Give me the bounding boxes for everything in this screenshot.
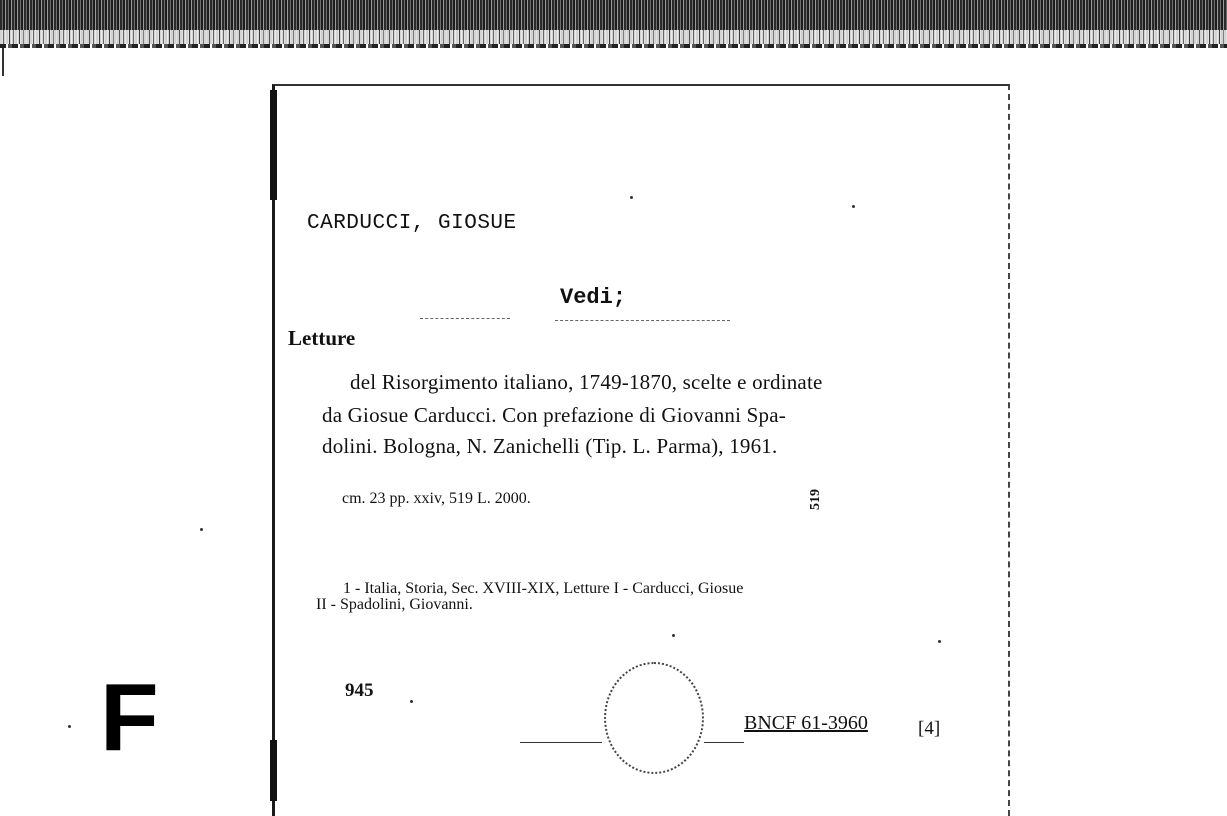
description-line: del Risorgimento italiano, 1749-1870, scelte e ordinate <box>350 370 823 394</box>
dashline <box>555 320 730 321</box>
speck <box>852 205 855 208</box>
see-label: Vedi; <box>560 285 627 310</box>
speck <box>672 634 675 637</box>
scan-top-border <box>0 0 1227 44</box>
speck <box>410 700 413 703</box>
description-line: da Giosue Carducci. Con prefazione di Giovanni Spa- <box>322 403 786 427</box>
speck <box>938 640 941 643</box>
card-edge-mark <box>270 740 277 801</box>
catalog-number: BNCF 61-3960 <box>744 712 868 734</box>
dashline <box>420 318 510 319</box>
stamp-line <box>520 742 602 743</box>
margin-number: 519 <box>808 489 823 510</box>
description-line: dolini. Bologna, N. Zanichelli (Tip. L. Parma), 1961. <box>322 434 778 458</box>
classification-number: 945 <box>345 680 374 701</box>
physical-description: cm. 23 pp. xxiv, 519 L. 2000. <box>342 490 531 507</box>
subjects-line: II - Spadolini, Giovanni. <box>316 596 473 613</box>
speck <box>630 196 633 199</box>
title-word: Letture <box>288 326 356 350</box>
stamp-line <box>704 742 744 743</box>
card-heading: CARDUCCI, GIOSUE <box>307 212 517 235</box>
side-letter: F <box>100 664 159 771</box>
speck <box>68 725 71 728</box>
subjects-line: 1 - Italia, Storia, Sec. XVIII-XIX, Letture I - Carducci, Giosue <box>343 580 744 597</box>
scan-rule <box>0 44 1227 48</box>
speck <box>200 528 203 531</box>
scan-left-edge <box>2 48 4 76</box>
library-stamp <box>604 662 704 774</box>
inventory-mark: [4] <box>918 718 941 739</box>
card-edge-mark <box>270 90 277 200</box>
